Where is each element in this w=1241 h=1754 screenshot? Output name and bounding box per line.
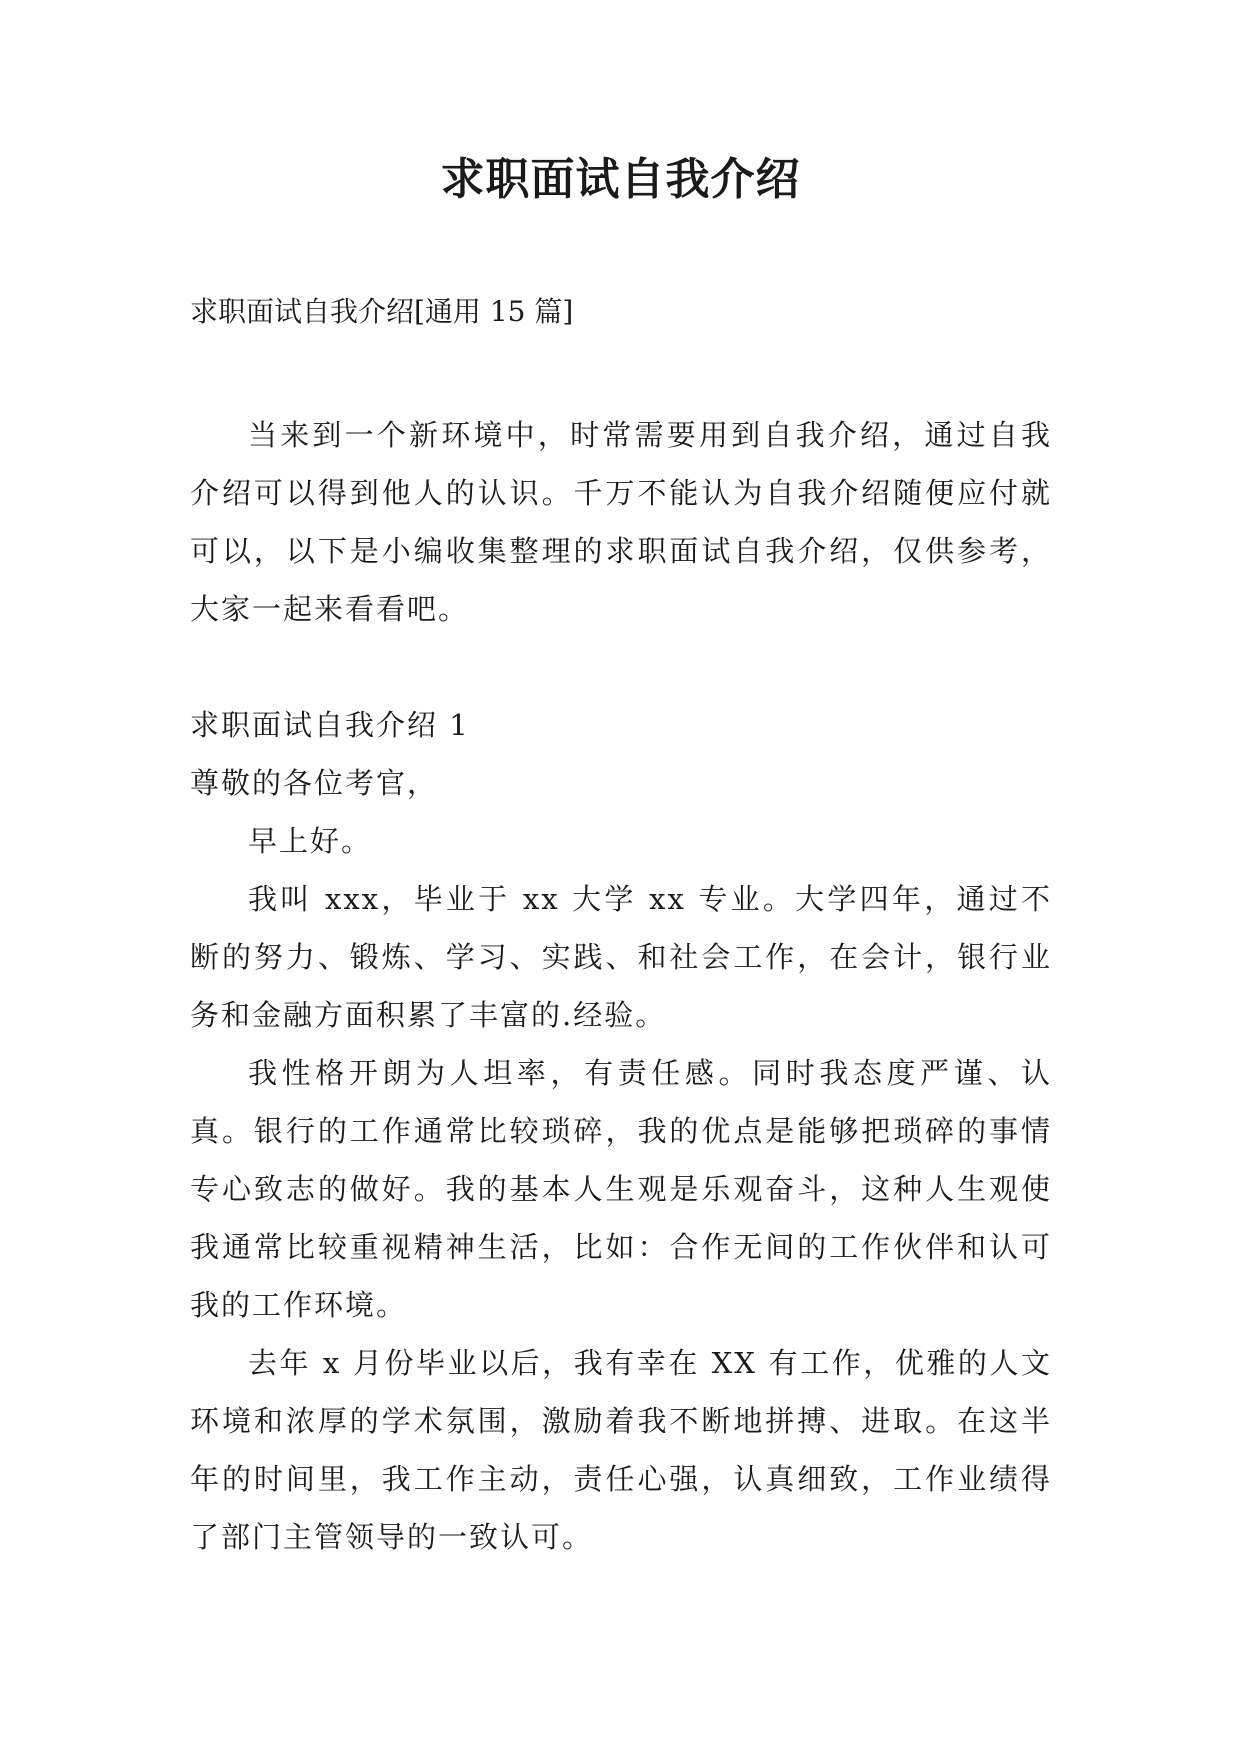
- salutation: 尊敬的各位考官，: [190, 766, 439, 800]
- document-body: [190, 406, 1052, 1566]
- document-title: 求职面试自我介绍: [440, 154, 801, 205]
- body-paragraph: 去年 x 月份毕业以后，我有幸在 XX 有工作，优雅的人文环境和浓厚的学术氛围，激励着我不断地拼搏、进取。在这半年的时间里，我工作主动，责任心强，认真细致，工作业绩得了部门主管领导的一致认可。: [190, 1346, 1052, 1554]
- body-paragraph: 我性格开朗为人坦率，有责任感。同时我态度严谨、认真。银行的工作通常比较琐碎，我的优点是能够把琐碎的事情专心致志的做好。我的基本人生观是乐观奋斗，这种人生观使我通常比较重视精神生活，比如：合作无间的工作伙伴和认可我的工作环境。: [190, 1056, 1052, 1322]
- body-paragraph: 我叫 xxx，毕业于 xx 大学 xx 专业。大学四年，通过不断的努力、锻炼、学习、实践、和社会工作，在会计，银行业务和金融方面积累了丰富的.经验。: [190, 882, 1052, 1032]
- intro-paragraph: 当来到一个新环境中，时常需要用到自我介绍，通过自我介绍可以得到他人的认识。千万不能认为自我介绍随便应付就可以，以下是小编收集整理的求职面试自我介绍，仅供参考，大家一起来看看吧。: [190, 418, 1052, 626]
- document-subtitle: 求职面试自我介绍[通用 15 篇]: [190, 295, 574, 328]
- section-heading: 求职面试自我介绍 1: [190, 708, 470, 742]
- greeting: 早上好。: [248, 824, 373, 858]
